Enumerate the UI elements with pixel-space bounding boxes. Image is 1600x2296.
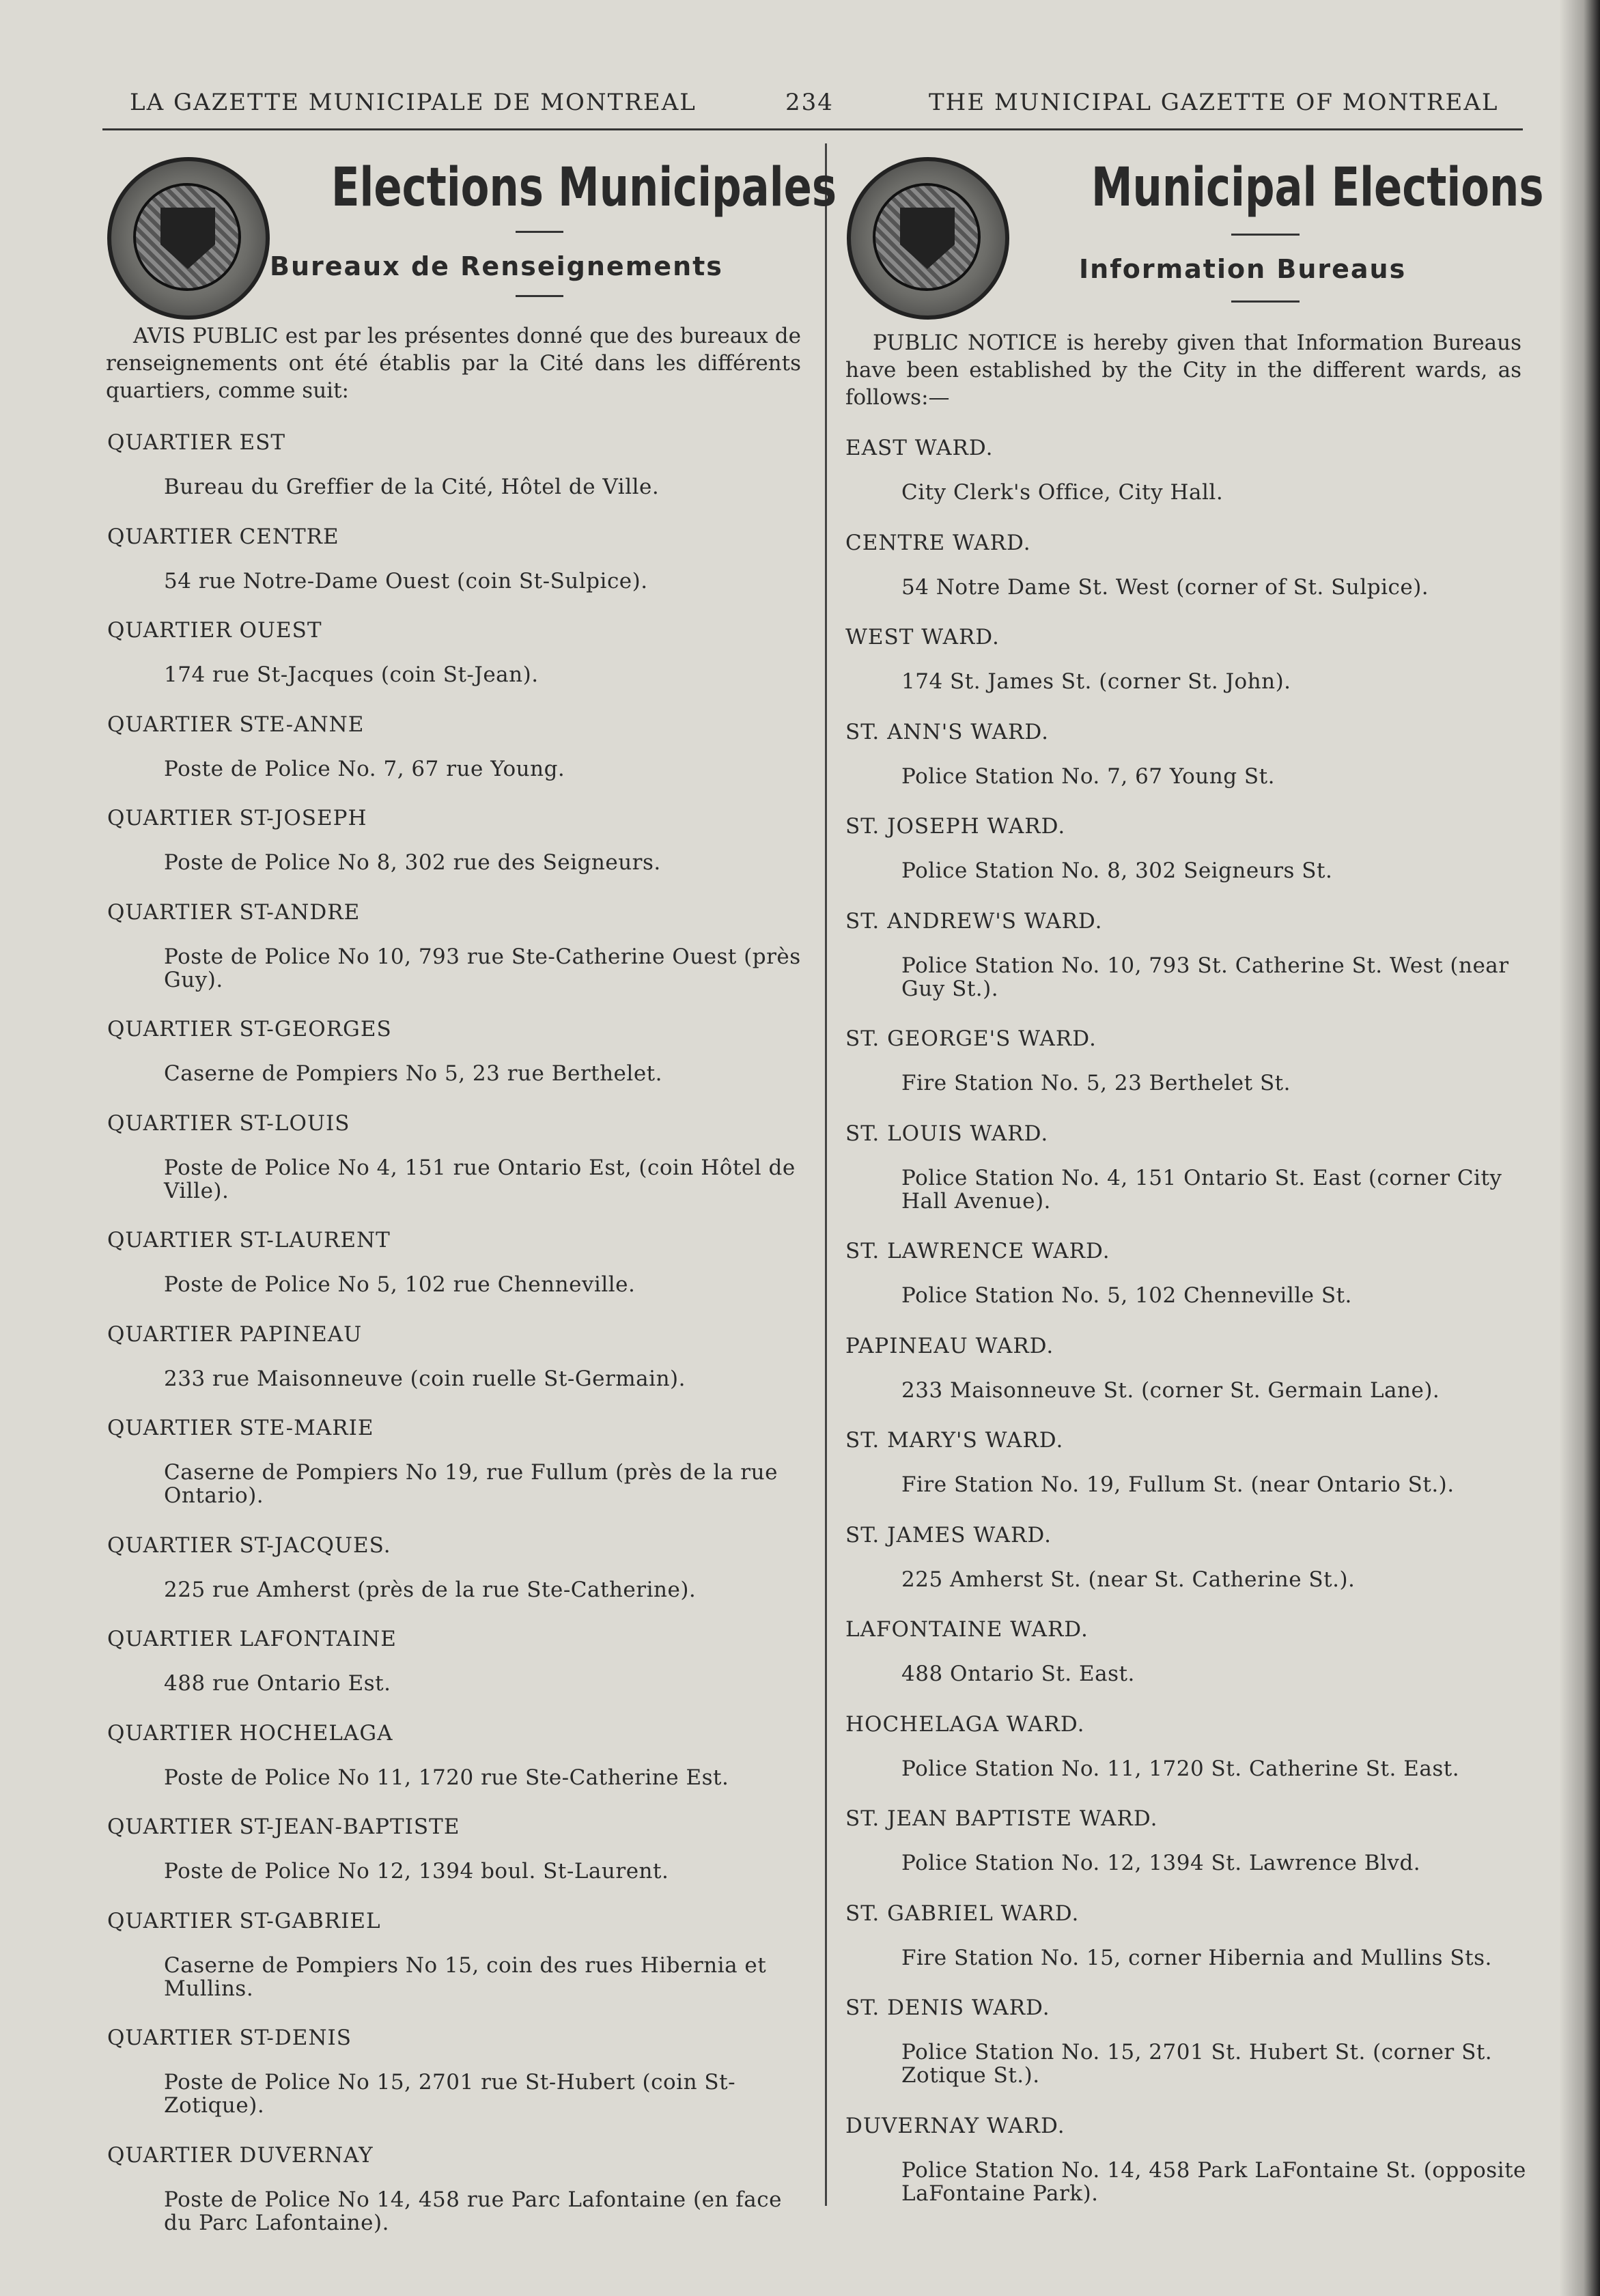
ward-address: Poste de Police No 12, 1394 boul. St-Laurent. (164, 1859, 669, 1884)
ward-heading: QUARTIER EST (107, 430, 286, 455)
ward-address: 488 Ontario St. East. (901, 1662, 1135, 1686)
ward-heading: WEST WARD. (845, 625, 1000, 649)
ward-address: Police Station No. 7, 67 Young St. (901, 764, 1275, 789)
ward-address: 54 Notre Dame St. West (corner of St. Sulpice). (901, 574, 1429, 600)
english-intro: PUBLIC NOTICE is hereby given that Information Bureaus have been established by the City in the different wards, as follows:— (845, 331, 1521, 410)
column-divider (825, 143, 827, 2206)
ward-address: Caserne de Pompiers No 5, 23 rue Berthelet. (164, 1061, 662, 1086)
ward-address: Police Station No. 5, 102 Chenneville St. (901, 1283, 1352, 1308)
city-seal-icon (107, 157, 270, 320)
french-title: Elections Municipales (331, 157, 837, 219)
header-english-title: THE MUNICIPAL GAZETTE OF MONTREAL (929, 89, 1499, 116)
ward-address: Fire Station No. 5, 23 Berthelet St. (901, 1071, 1291, 1095)
ward-heading: QUARTIER ST-LOUIS (107, 1110, 350, 1136)
french-intro: AVIS PUBLIC est par les présentes donné que des bureaux de renseignements ont été établis par la Cité dans les différents quartiers, comme suit: (106, 324, 801, 403)
ward-address: Poste de Police No 15, 2701 rue St-Hubert (coin St-Zotique). (164, 2070, 736, 2118)
ward-heading: QUARTIER LAFONTAINE (107, 1627, 397, 1651)
ward-heading: QUARTIER ST-ANDRE (107, 899, 361, 925)
ward-address: Fire Station No. 19, Fullum St. (near Ontario St.). (901, 1472, 1455, 1497)
header-french-title: LA GAZETTE MUNICIPALE DE MONTREAL (130, 89, 697, 116)
ward-heading: ST. ANDREW'S WARD. (845, 908, 1103, 934)
subtitle-rule (1231, 300, 1300, 303)
page-number: 234 (785, 89, 834, 116)
city-seal-icon (847, 157, 1009, 320)
ward-heading: QUARTIER ST-GEORGES (107, 1017, 392, 1041)
ward-address: Police Station No. 10, 793 St. Catherine St. West (near Guy St.). (901, 953, 1509, 1001)
ward-address: Poste de Police No 10, 793 rue Ste-Catherine Ouest (près Guy). (164, 944, 801, 992)
ward-heading: LAFONTAINE WARD. (845, 1617, 1089, 1642)
ward-address: Poste de Police No 8, 302 rue des Seigneurs. (164, 850, 661, 875)
ward-address: 54 rue Notre-Dame Ouest (coin St-Sulpice). (164, 568, 648, 593)
ward-heading: HOCHELAGA WARD. (845, 1711, 1085, 1737)
ward-address: 233 rue Maisonneuve (coin ruelle St-Germain). (164, 1366, 686, 1391)
ward-heading: QUARTIER DUVERNAY (107, 2142, 374, 2168)
ward-heading: ST. JAMES WARD. (845, 1522, 1052, 1548)
ward-address: City Clerk's Office, City Hall. (901, 480, 1224, 505)
ward-heading: QUARTIER STE-ANNE (107, 712, 365, 737)
ward-heading: CENTRE WARD. (845, 530, 1031, 555)
ward-address: Police Station No. 4, 151 Ontario St. East (corner City Hall Avenue). (901, 1165, 1502, 1214)
title-rule (1231, 234, 1300, 236)
ward-address: Fire Station No. 15, corner Hibernia and Mullins Sts. (901, 1945, 1492, 1970)
ward-heading: QUARTIER ST-JOSEPH (107, 806, 367, 830)
ward-heading: ST. JEAN BAPTISTE WARD. (845, 1806, 1158, 1831)
ward-address: 174 rue St-Jacques (coin St-Jean). (164, 662, 539, 687)
header-rule (102, 128, 1523, 130)
ward-heading: QUARTIER OUEST (107, 618, 322, 643)
ward-heading: QUARTIER ST-LAURENT (107, 1228, 391, 1252)
ward-heading: ST. ANN'S WARD. (845, 719, 1049, 744)
ward-heading: ST. GEORGE'S WARD. (845, 1026, 1097, 1051)
english-title: Municipal Elections (1091, 157, 1544, 219)
ward-heading: ST. DENIS WARD. (845, 1996, 1050, 2020)
ward-address: Poste de Police No. 7, 67 rue Young. (164, 756, 565, 781)
ward-address: 225 Amherst St. (near St. Catherine St.). (901, 1567, 1356, 1592)
ward-address: Bureau du Greffier de la Cité, Hôtel de Ville. (164, 475, 660, 499)
ward-heading: ST. MARY'S WARD. (845, 1428, 1064, 1453)
title-rule (516, 231, 563, 233)
ward-heading: EAST WARD. (845, 436, 994, 460)
ward-address: Caserne de Pompiers No 19, rue Fullum (près de la rue Ontario). (164, 1460, 778, 1508)
ward-heading: QUARTIER ST-GABRIEL (107, 1908, 381, 1933)
page-header (109, 81, 1502, 122)
ward-address: 233 Maisonneuve St. (corner St. Germain Lane). (901, 1377, 1440, 1403)
ward-address: Poste de Police No 4, 151 rue Ontario Est, (coin Hôtel de Ville). (164, 1155, 796, 1203)
ward-address: Caserne de Pompiers No 15, coin des rues Hibernia et Mullins. (164, 1952, 767, 2001)
subtitle-rule (516, 295, 563, 297)
french-subtitle: Bureaux de Renseignements (270, 251, 723, 281)
ward-address: Poste de Police No 5, 102 rue Chenneville. (164, 1272, 636, 1297)
ward-address: 488 rue Ontario Est. (164, 1671, 391, 1696)
ward-heading: QUARTIER CENTRE (107, 524, 339, 549)
ward-heading: QUARTIER ST-JACQUES. (107, 1532, 391, 1558)
ward-heading: QUARTIER ST-DENIS (107, 2026, 352, 2050)
ward-address: Police Station No. 11, 1720 St. Catherine St. East. (901, 1756, 1460, 1781)
ward-heading: ST. JOSEPH WARD. (845, 814, 1066, 839)
ward-address: Police Station No. 8, 302 Seigneurs St. (901, 858, 1333, 883)
ward-heading: DUVERNAY WARD. (845, 2113, 1065, 2138)
ward-address: Poste de Police No 14, 458 rue Parc Lafontaine (en face du Parc Lafontaine). (164, 2187, 782, 2235)
page-edge-shadow (1559, 0, 1600, 2296)
ward-address: Police Station No. 12, 1394 St. Lawrence Blvd. (901, 1851, 1421, 1875)
ward-heading: ST. GABRIEL WARD. (845, 1901, 1080, 1926)
ward-heading: QUARTIER PAPINEAU (107, 1321, 363, 1347)
ward-address: Police Station No. 15, 2701 St. Hubert St. (corner St. Zotique St.). (901, 2040, 1493, 2088)
english-subtitle: Information Bureaus (1079, 254, 1407, 284)
ward-address: 225 rue Amherst (près de la rue Ste-Catherine). (164, 1577, 697, 1602)
ward-address: Poste de Police No 11, 1720 rue Ste-Catherine Est. (164, 1765, 729, 1790)
ward-heading: ST. LOUIS WARD. (845, 1121, 1049, 1146)
ward-address: Police Station No. 14, 458 Park LaFontaine St. (opposite LaFontaine Park). (901, 2157, 1526, 2206)
ward-heading: PAPINEAU WARD. (845, 1333, 1054, 1358)
ward-heading: QUARTIER HOCHELAGA (107, 1720, 393, 1746)
ward-address: 174 St. James St. (corner St. John). (901, 669, 1291, 694)
ward-heading: QUARTIER STE-MARIE (107, 1416, 374, 1440)
ward-heading: ST. LAWRENCE WARD. (845, 1239, 1110, 1263)
ward-heading: QUARTIER ST-JEAN-BAPTISTE (107, 1815, 460, 1839)
